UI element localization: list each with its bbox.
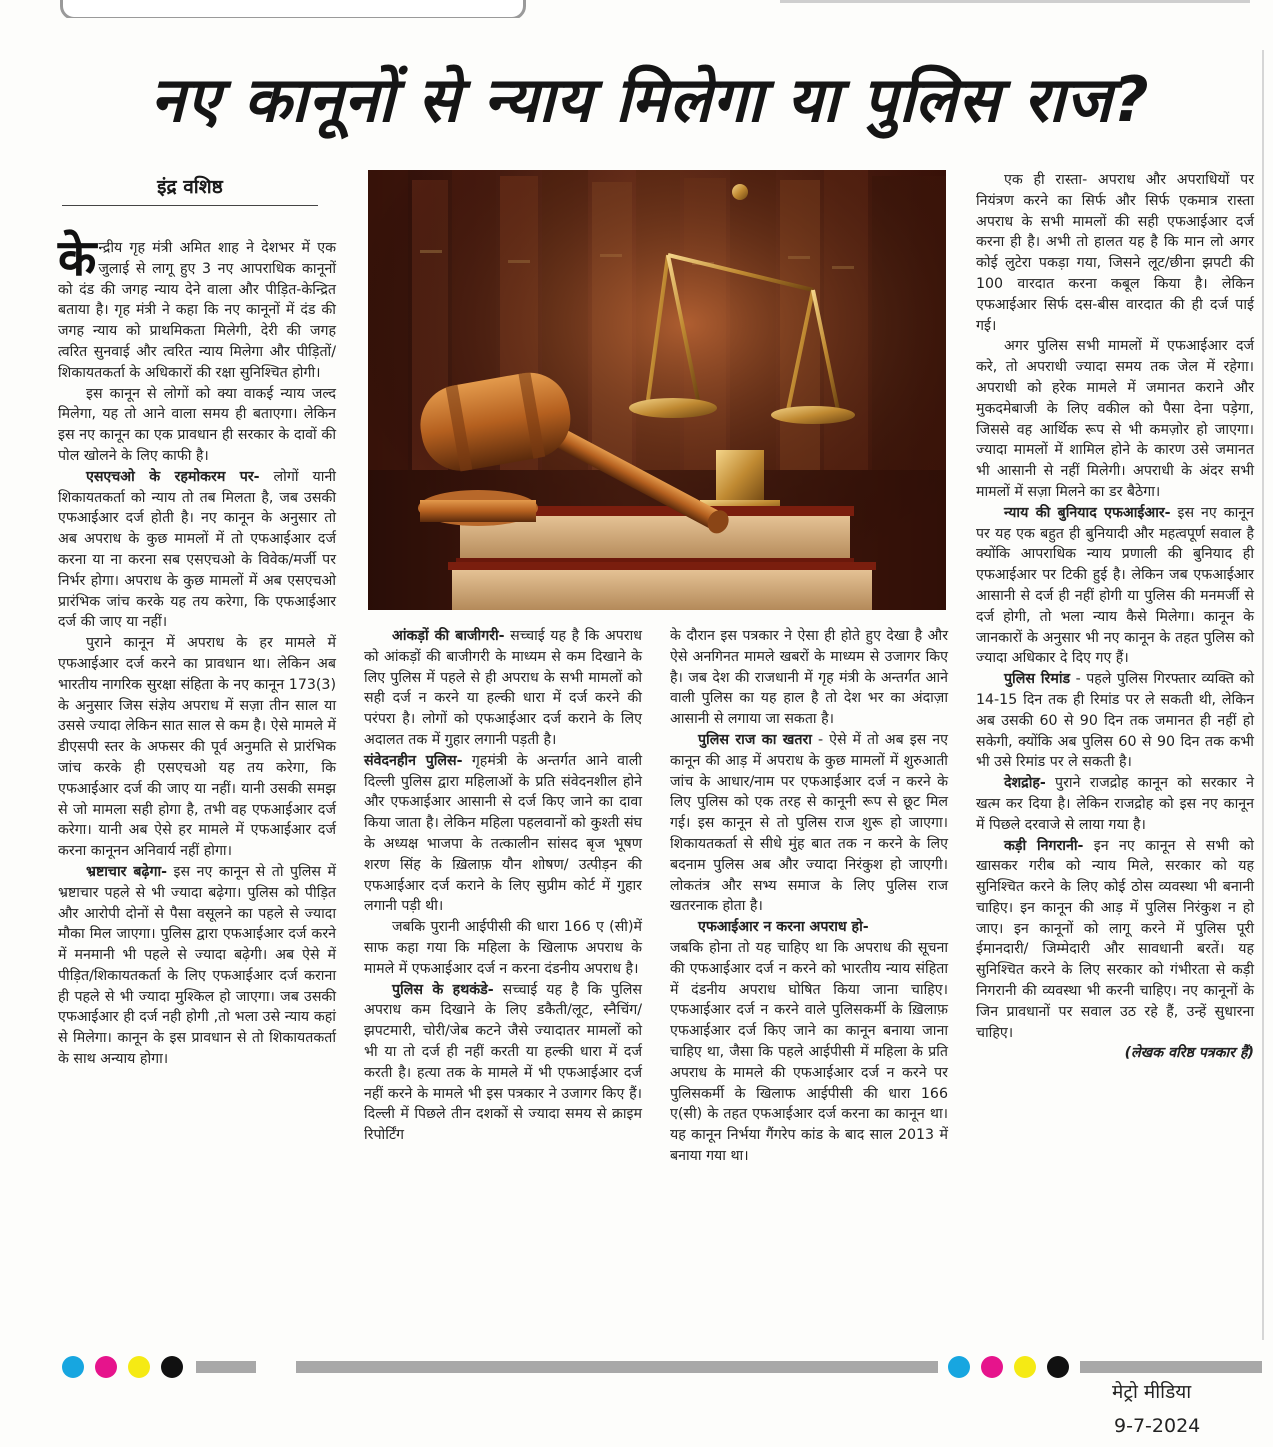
paragraph — [976, 669, 1254, 773]
paragraph — [976, 503, 1254, 669]
paragraph — [58, 467, 336, 633]
publication-date: 9-7-2024 — [1114, 1415, 1201, 1437]
yellow-registration-dot — [1014, 1356, 1036, 1378]
gavel-scales-photo — [368, 170, 946, 610]
magenta-registration-dot — [95, 1356, 117, 1378]
subheading: एक ही रास्ता- — [1004, 172, 1088, 188]
cyan-registration-dot — [948, 1356, 970, 1378]
subheading: न्याय की बुनियाद एफआईआर- — [1004, 504, 1171, 521]
subheading: पुलिस रिमांड — [1004, 671, 1071, 688]
subheading: पुलिस राज का खतरा — [698, 731, 812, 748]
paragraph — [670, 917, 948, 938]
previous-article-text-edge — [780, 0, 1250, 3]
paragraph-text: पुराने राजद्रोह कानून को सरकार ने खत्म कर दिया है। लेकिन राजद्रोह को इस नए कानून में पिछले दरवाजे से लाया गया है। — [976, 775, 1254, 833]
paragraph-text: इस नए कानून से तो पुलिस में भ्रष्टाचार पहले से भी ज्यादा बढ़ेगा। पुलिस को पीड़ित और आरोपी दोनों से पैसा वसूलने का पहले से ज्यादा मौका मिल जाएगा। पुलिस द्वारा एफआईआर दर्ज करने में मनमानी भी पहले से ज्यादा बढ़ेगी। अब ऐसे में पीड़ित/शिकायतकर्ता के लिए एफआईआर दर्ज कराना ही पहले से भी ज्यादा मुश्किल हो जाएगा। जब उसकी एफआईआर ही दर्ज नही होगी ,तो भला उसे न्याय कहां से मिलेगा। कानून के इस प्रावधान से तो शिकायतकर्ता के साथ अन्याय होगा। — [58, 863, 337, 1068]
grey-registration-strip — [1080, 1361, 1262, 1373]
subheading: भ्रष्टाचार बढ़ेगा- — [86, 863, 168, 880]
paragraph: अगर पुलिस सभी मामलों में एफआईआर दर्ज करे, तो अपराधी ज्यादा समय तक जेल में रहेगा। अपराधी को हरेक मामले में जमानत कराने और मुकदमेबाजी के लिए वकील को पैसा देना पड़ेगा, जिससे वह आर्थिक रूप से भी कमज़ोर हो जाएगा। ज्यादा मामलों में शामिल होने के कारण उसे जमानत भी आसानी से नहीं मिलेगी। अपराधी के अंदर सभी मामलों में सज़ा मिलने का डर बैठेगा। — [976, 338, 1254, 500]
top-clipping-edge — [0, 0, 1273, 18]
paragraph-text: इस नए कानून पर यह एक बहुत ही बुनियादी और महत्वपूर्ण सवाल है क्योंकि आपराधिक न्याय प्रणाली की बुनियाद ही एफआईआर पर टिकी हुई है। लेकिन जब एफआईआर आसानी से दर्ज ही नहीं होगी या पुलिस की मनमर्जी से दर्ज होगी, तो भला न्याय कैसे मिलेगा। कानून के जानकारों के अनुसार भी नए कानून के तहत पुलिस को ज्यादा अधिकार दे दिए गए हैं। — [976, 504, 1255, 667]
grey-registration-strip — [296, 1361, 938, 1373]
headline: नए कानूनों से न्याय मिलेगा या पुलिस राज? — [150, 63, 1150, 136]
paragraph-text: गृहमंत्री के अन्तर्गत आने वाली दिल्ली पुलिस द्वारा महिलाओं के प्रति संवेदनशील होने और एफआईआर आसानी से दर्ज किए जाने का दावा किया जाता है। लेकिन महिला पहलवानों को कुश्ती संघ के अध्यक्ष भाजपा के तत्कालीन सांसद बृज भूषण शरण सिंह के ख़िलाफ़ यौन शोषण/ उत्पीड़न की एफआईआर दर्ज कराने के लिए सुप्रीम कोर्ट में गुहार लगानी पड़ी थी। — [364, 752, 642, 915]
byline: इंद्र वशिष्ठ — [62, 172, 318, 206]
paragraph — [58, 862, 336, 1070]
cyan-registration-dot — [62, 1356, 84, 1378]
paragraph — [670, 730, 948, 917]
publication-name: मेट्रो मीडिया — [1112, 1381, 1192, 1403]
paragraph — [364, 980, 642, 1146]
subheading: कड़ी निगरानी- — [1004, 837, 1084, 854]
paragraph-text: न्द्रीय गृह मंत्री अमित शाह ने देशभर में एक जुलाई से लागू हुए 3 नए आपराधिक कानूनों को दंड की जगह न्याय देने वाला और पीड़ित-केन्द्रित बताया है। गृह मंत्री ने कहा कि नए कानूनों में दंड की जगह न्याय को प्राथमिकता मिलेगी, देरी की जगह त्वरित सुनवाई और त्वरित न्याय मिलेगा और पीड़ितों/शिकायतकर्ता के अधिकारों की रक्षा सुनिश्चित होगी। — [58, 240, 336, 381]
subheading: संवेदनहीन पुलिस- — [364, 752, 463, 769]
column-2 — [364, 626, 642, 1146]
paragraph: जबकि पुरानी आईपीसी की धारा 166 ए (सी)में साफ कहा गया कि महिला के खिलाफ अपराध के मामले में एफआईआर दर्ज न करना दंडनीय अपराध है। — [364, 919, 642, 977]
paragraph: इस कानून से लोगों को क्या वाकई न्याय जल्द मिलेगा, यह तो आने वाला समय ही बताएगा। लेकिन इस नए कानून का एक प्रावधान ही सरकार के दावों की पोल खोलने के लिए काफी है। — [58, 385, 336, 464]
right-column-rule — [1262, 50, 1264, 1340]
black-registration-dot — [1047, 1356, 1069, 1378]
black-registration-dot — [161, 1356, 183, 1378]
paragraph-text: इन नए कानून से सभी को खासकर गरीब को न्याय मिले, सरकार को यह सुनिश्चित करने के लिए कोई ठोस व्यवस्था भी बनानी चाहिए। इन कानून की आड़ में पुलिस निरंकुश न हो जाए। इन कानूनों को लागू करने में पुलिस पूरी ईमानदारी/ जिम्मेदारी और सावधानी बरतें। यह सुनिश्चित करने के लिए सरकार को गंभीरता से कड़ी निगरानी की व्यवस्था भी करनी चाहिए। नए कानूनों के जिन प्रावधानों पर सवाल उठ रहे हैं, उन्हें सुधारना चाहिए। — [976, 837, 1254, 1041]
magenta-registration-dot — [981, 1356, 1003, 1378]
column-4 — [976, 170, 1254, 1064]
paragraph — [976, 836, 1254, 1044]
subheading: एफआईआर न करना अपराध हो- — [698, 919, 869, 936]
column-1 — [58, 229, 337, 1070]
subheading: एसएचओ के रहमोकरम पर- — [86, 468, 260, 485]
grey-registration-strip — [196, 1361, 256, 1373]
paragraph — [364, 626, 642, 751]
print-registration-bar — [0, 1352, 1273, 1382]
author-note: (लेखक वरिष्ठ पत्रकार हैं) — [1124, 1045, 1254, 1062]
paragraph-text: अपराध और अपराधियों पर नियंत्रण करने का सिर्फ और सिर्फ एकमात्र रास्ता अपराध के सभी मामलों की सही एफआईआर दर्ज करना ही है। अभी तो हालत यह है कि मान लो अगर कोई लुटेरा पकड़ा गया, जिसने लूट/छीना झपटी की 100 वारदात करना कबूल किया है। लेकिन एफआईआर सिर्फ दस-बीस वारदात की ही दर्ज पाई गई। — [976, 172, 1254, 334]
paragraph-text: - पहले पुलिस गिरफ्तार व्यक्ति को 14-15 दिन तक ही रिमांड पर ले सकती थी, लेकिन अब उसकी 60 से 90 दिन तक जमानत ही नहीं हो सकेगी, क्योंकि अब पुलिस 60 से 90 दिन तक कभी भी उसे रिमांड पर ले सकती है। — [976, 671, 1254, 771]
paragraph: पुराने कानून में अपराध के हर मामले में एफआईआर दर्ज करने का प्रावधान था। लेकिन अब भारतीय नागरिक सुरक्षा संहिता के नए कानून 173(3) के अनुसार जिस संज्ञेय अपराध में सज़ा तीन साल या उससे ज्यादा लेकिन सात साल से कम है। ऐसे मामले में डीएसपी स्तर के अफसर की पूर्व अनुमति से प्रारंभिक जांच करके ही एसएचओ यह तय करेगा, कि एफआईआर दर्ज की जाए या नहीं। यानी उसकी समझ से जो मामला सही होगा है, तभी वह एफआईआर दर्ज करेगा। यानी अब ऐसे हर मामले में एफआईआर दर्ज करना कानूनन अनिवार्य नहीं होगा। — [58, 635, 336, 860]
column-3 — [670, 626, 948, 1167]
previous-article-box — [60, 0, 526, 18]
subheading: आंकड़ों की बाजीगरी- — [392, 628, 505, 644]
paragraph — [364, 751, 642, 917]
yellow-registration-dot — [128, 1356, 150, 1378]
paragraph — [58, 229, 336, 384]
paragraph: जबकि होना तो यह चाहिए था कि अपराध की सूचना की एफआईआर दर्ज न करने को भारतीय न्याय संहिता में दंडनीय अपराध घोषित किया जाना चाहिए। एफआईआर दर्ज न करने वाले पुलिसकर्मी के ख़िलाफ़ एफआईआर दर्ज किए जाने का कानून बनाया जाना चाहिए था, जैसा कि पहले आईपीसी में महिला के प्रति अपराध के मामले की एफआईआर दर्ज न करने पर पुलिसकर्मी के खिलाफ आईपीसी की धारा 166 ए(सी) के तहत एफआईआर दर्ज करना का कानून था। यह कानून निर्भया गैंगरेप कांड के बाद साल 2013 में बनाया गया था। — [670, 939, 948, 1164]
subheading: पुलिस के हथकंडे- — [392, 981, 494, 998]
subheading: देशद्रोह- — [1004, 775, 1046, 792]
paragraph: के दौरान इस पत्रकार ने ऐसा ही होते हुए देखा है और ऐसे अनगिनत मामले खबरों के माध्यम से उजागर किए है। जब देश की राजधानी में गृह मंत्री के अन्तर्गत आने वाली पुलिस का यह हाल है तो देश भर का अंदाज़ा आसानी से लगाया जा सकता है। — [670, 628, 948, 728]
paragraph-text: सच्चाई यह है कि अपराध को आंकड़ों की बाजीगरी के माध्यम से कम दिखाने के लिए पुलिस में पहले से ही अपराध के सभी मामलों को सही दर्ज न करने या हल्की धारा में दर्ज करने की परंपरा है। लोगों को एफआईआर दर्ज कराने के लिए अदालत तक में गुहार लगानी पड़ती है। — [364, 628, 642, 748]
paragraph — [976, 170, 1254, 336]
paragraph-text: - ऐसे में तो अब इस नए कानून की आड़ में अपराध के कुछ मामलों में शुरुआती जांच के आधार/नाम पर एफआईआर दर्ज न करने के लिए पुलिस को एक तरह से कानूनी रूप से छूट मिल गई। इस कानून से तो पुलिस राज शुरू हो जाएगा। शिकायतकर्ता से सीधे मुंह बात तक न करने के लिए बदनाम पुलिस अब और ज्यादा निरंकुश हो जाएगी। लोकतंत्र और सभ्य समाज के लिए पुलिस राज खतरनाक होता है। — [670, 731, 948, 915]
drop-cap: के — [58, 229, 97, 287]
paragraph — [976, 773, 1254, 835]
paragraph-text: लोगों यानी शिकायतकर्ता को न्याय तो तब मिलता है, जब उसकी एफआईआर दर्ज होती है। नए कानून के अनुसार तो अब अपराध के कुछ मामलों में तो एफआईआर दर्ज करना या ना करना सब एसएचओ के विवेक/मर्जी पर निर्भर होगा। अपराध के कुछ मामलों में अब एसएचओ प्रारंभिक जांच करके यह तय करेगा, कि एफआईआर दर्ज की जाए या नहीं। — [58, 468, 336, 631]
paragraph-text: सच्चाई यह है कि पुलिस अपराध कम दिखाने के लिए डकैती/लूट, स्नैचिंग/झपटमारी, चोरी/जेब कटने जैसे ज्यादातर मामलों को भी या तो दर्ज ही नहीं करती या हल्की धारा में दर्ज करती है। हत्या तक के मामले में भी एफआईआर दर्ज नहीं करने के मामले भी इस पत्रकार ने उजागर किए हैं। दिल्ली में पिछले तीन दशकों से ज्यादा समय से क्राइम रिपोर्टिंग — [364, 981, 642, 1144]
